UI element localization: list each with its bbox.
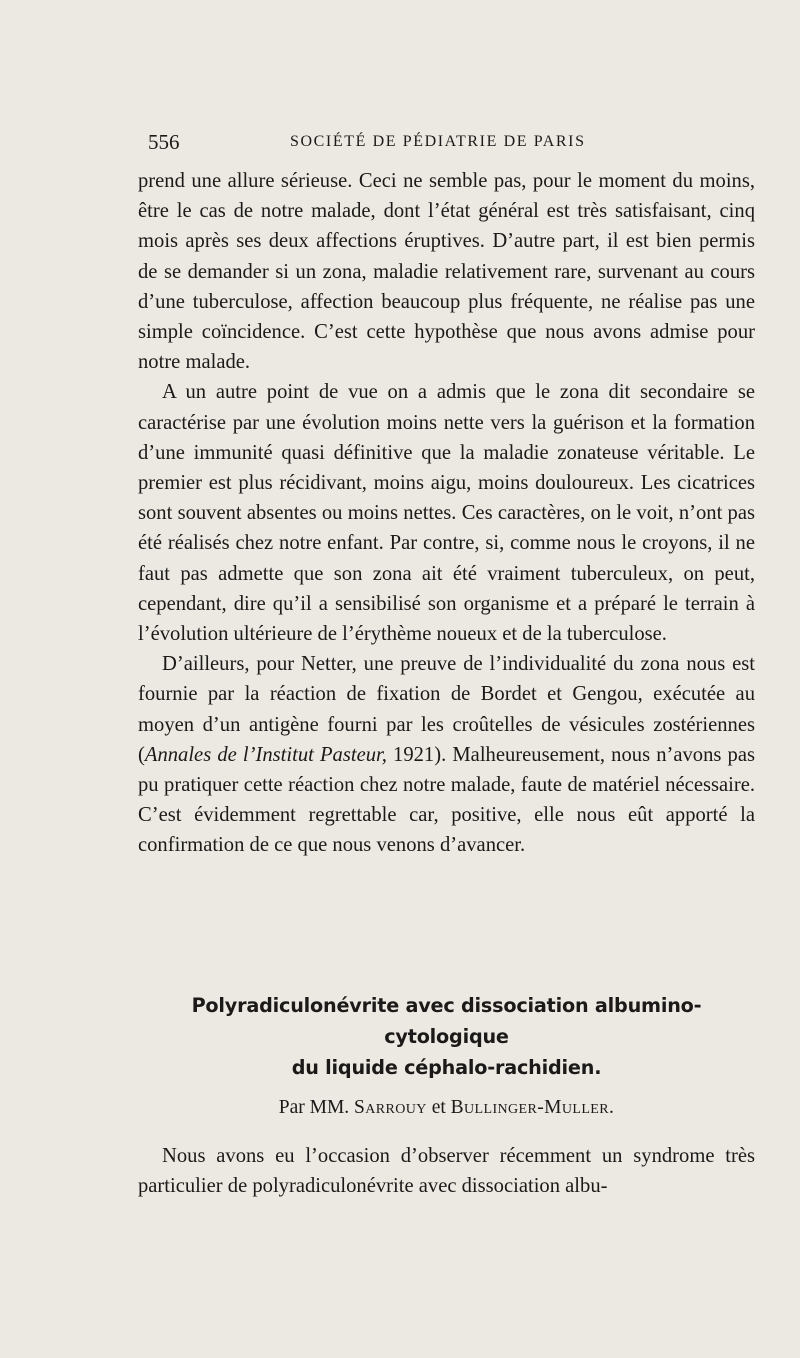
paragraph: prend une allure sérieuse. Ceci ne semble pas, pour le moment du moins, être le cas de notre malade, dont l’état général est très satisfaisant, cinq mois après ses deux affections éruptives. D’autre part, il est bien permis de se demander si un zona, maladie relativement rare, survenant au cours d’une tuberculose, affection beaucoup plus fréquente, ne réalise pas une simple coïncidence. C’est cette hypothèse que nous avons admise pour notre malade. xyxy=(138,170,755,374)
article-byline xyxy=(138,1097,755,1119)
article-section xyxy=(138,990,755,1201)
article-title-line: du liquide céphalo-rachidien. xyxy=(291,1056,602,1079)
page-number: 556 xyxy=(148,130,180,154)
article-body xyxy=(138,1141,755,1201)
paragraph-text: D’ailleurs, pour Netter, une preuve de l’individualité du zona nous est fournie par la réaction de fixation de Bordet et Gengou, exécutée au moyen d’un antigène fourni par les croûtelles de vésicules zostériennes ( xyxy=(138,653,755,766)
article-title-line: Polyradiculonévrite avec dissociation albumino-cytologique xyxy=(191,994,702,1048)
journal-citation: Annales de l’Institut Pasteur, xyxy=(144,743,387,766)
byline-conjunction: et xyxy=(431,1097,446,1118)
article-title xyxy=(138,990,755,1083)
body-text xyxy=(138,166,755,861)
author-name: Bullinger-Muller. xyxy=(450,1097,615,1118)
paragraph: Nous avons eu l’occasion d’observer récemment un syndrome très particulier de polyradiculonévrite avec dissociation albu- xyxy=(138,1145,755,1198)
byline-prefix: Par MM. xyxy=(278,1097,350,1118)
paragraph-text: 1921). Malheureusement, nous n’avons pas pu pratiquer cette réaction chez notre malade, faute de matériel nécessaire. C’est évidemment regrettable car, positive, elle nous eût apporté la confirmation de ce que nous venons d’avancer. xyxy=(138,743,755,857)
page-header xyxy=(148,128,755,158)
paragraph: A un autre point de vue on a admis que le zona dit secondaire se caractérise par une évolution moins nette vers la guérison et la formation d’une immunité quasi définitive que la maladie zonateuse véritable. Le premier est plus récidivant, moins aigu, moins douloureux. Les cicatrices sont souvent absentes ou moins nettes. Ces caractères, on le voit, n’ont pas été réalisés chez notre enfant. Par contre, si, comme nous le croyons, il ne faut pas admette que son zona ait été vraiment tuberculeux, on peut, cependant, dire qu’il a sensibilisé son organisme et a préparé le terrain à l’évolution ultérieure de l’érythème noueux et de la tuberculose. xyxy=(138,381,755,646)
paragraph xyxy=(138,649,755,860)
author-name: Sarrouy xyxy=(354,1097,427,1118)
running-title: SOCIÉTÉ DE PÉDIATRIE DE PARIS xyxy=(290,133,586,150)
